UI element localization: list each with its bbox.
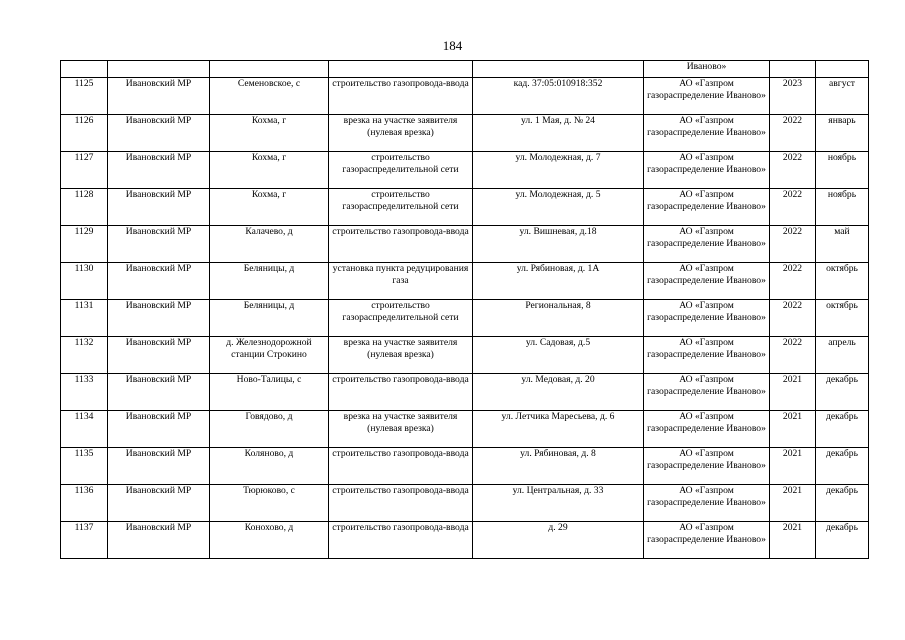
cell-district: Ивановский МР <box>108 226 210 263</box>
cell-num: 1136 <box>61 485 108 522</box>
table-body <box>61 61 869 559</box>
cell-district: Ивановский МР <box>108 448 210 485</box>
cell-month <box>816 61 869 78</box>
cell-work: строительство газопровода-ввода <box>329 78 473 115</box>
cell-locality: Семеновское, с <box>210 78 329 115</box>
cell-month: август <box>816 78 869 115</box>
cell-locality: Говядово, д <box>210 411 329 448</box>
cell-org: Иваново» <box>644 61 770 78</box>
cell-month: декабрь <box>816 411 869 448</box>
cell-year: 2021 <box>770 448 816 485</box>
cell-year: 2022 <box>770 189 816 226</box>
cell-district: Ивановский МР <box>108 78 210 115</box>
cell-month: апрель <box>816 337 869 374</box>
cell-org: АО «Газпром газораспределение Иваново» <box>644 152 770 189</box>
cell-locality: Беляницы, д <box>210 300 329 337</box>
cell-work: строительство газопровода-ввода <box>329 485 473 522</box>
cell-num: 1132 <box>61 337 108 374</box>
cell-org: АО «Газпром газораспределение Иваново» <box>644 374 770 411</box>
cell-district: Ивановский МР <box>108 263 210 300</box>
cell-locality: Тюрюково, с <box>210 485 329 522</box>
page-number: 184 <box>442 38 463 53</box>
cell-org: АО «Газпром газораспределение Иваново» <box>644 411 770 448</box>
cell-address: ул. Молодежная, д. 7 <box>473 152 644 189</box>
cell-work: врезка на участке заявителя (нулевая врезка) <box>329 411 473 448</box>
cell-address: ул. Садовая, д.5 <box>473 337 644 374</box>
cell-address: ул. Рябиновая, д. 1А <box>473 263 644 300</box>
table-row <box>61 115 869 152</box>
cell-address: кад. 37:05:010918:352 <box>473 78 644 115</box>
cell-year: 2022 <box>770 152 816 189</box>
table-row <box>61 78 869 115</box>
gasification-table <box>60 60 869 559</box>
cell-year: 2021 <box>770 411 816 448</box>
cell-address: ул. Центральная, д. 33 <box>473 485 644 522</box>
cell-month: декабрь <box>816 485 869 522</box>
cell-work: строительство газопровода-ввода <box>329 374 473 411</box>
cell-month: декабрь <box>816 448 869 485</box>
table-row <box>61 263 869 300</box>
cell-district: Ивановский МР <box>108 337 210 374</box>
cell-org: АО «Газпром газораспределение Иваново» <box>644 78 770 115</box>
cell-year: 2022 <box>770 300 816 337</box>
cell-num: 1137 <box>61 522 108 559</box>
cell-month: ноябрь <box>816 152 869 189</box>
cell-work: строительство газораспределительной сети <box>329 300 473 337</box>
cell-district: Ивановский МР <box>108 152 210 189</box>
cell-locality: Ново-Талицы, с <box>210 374 329 411</box>
cell-work <box>329 61 473 78</box>
table-row <box>61 152 869 189</box>
cell-address: ул. Вишневая, д.18 <box>473 226 644 263</box>
cell-locality: Коляново, д <box>210 448 329 485</box>
cell-num: 1135 <box>61 448 108 485</box>
cell-org: АО «Газпром газораспределение Иваново» <box>644 522 770 559</box>
cell-year <box>770 61 816 78</box>
cell-year: 2021 <box>770 485 816 522</box>
table-row <box>61 374 869 411</box>
table-row <box>61 411 869 448</box>
cell-locality: Беляницы, д <box>210 263 329 300</box>
carry-over-row <box>61 61 869 78</box>
cell-month: октябрь <box>816 263 869 300</box>
cell-year: 2021 <box>770 522 816 559</box>
cell-org: АО «Газпром газораспределение Иваново» <box>644 226 770 263</box>
cell-locality <box>210 61 329 78</box>
cell-num: 1128 <box>61 189 108 226</box>
cell-num: 1134 <box>61 411 108 448</box>
cell-district: Ивановский МР <box>108 115 210 152</box>
cell-org: АО «Газпром газораспределение Иваново» <box>644 115 770 152</box>
cell-address: ул. 1 Мая, д. № 24 <box>473 115 644 152</box>
cell-month: январь <box>816 115 869 152</box>
cell-locality: Кохма, г <box>210 189 329 226</box>
cell-work: строительство газораспределительной сети <box>329 152 473 189</box>
cell-year: 2022 <box>770 115 816 152</box>
table-row <box>61 226 869 263</box>
cell-year: 2022 <box>770 263 816 300</box>
cell-district: Ивановский МР <box>108 411 210 448</box>
table-row <box>61 448 869 485</box>
cell-org: АО «Газпром газораспределение Иваново» <box>644 448 770 485</box>
cell-org: АО «Газпром газораспределение Иваново» <box>644 189 770 226</box>
cell-work: врезка на участке заявителя (нулевая врезка) <box>329 337 473 374</box>
cell-address: ул. Медовая, д. 20 <box>473 374 644 411</box>
cell-org: АО «Газпром газораспределение Иваново» <box>644 263 770 300</box>
cell-address: ул. Молодежная, д. 5 <box>473 189 644 226</box>
cell-org: АО «Газпром газораспределение Иваново» <box>644 337 770 374</box>
cell-org: АО «Газпром газораспределение Иваново» <box>644 300 770 337</box>
table-row <box>61 522 869 559</box>
cell-year: 2022 <box>770 337 816 374</box>
cell-month: октябрь <box>816 300 869 337</box>
cell-address: Региональная, 8 <box>473 300 644 337</box>
cell-locality: Кохма, г <box>210 152 329 189</box>
cell-org: АО «Газпром газораспределение Иваново» <box>644 485 770 522</box>
cell-num: 1129 <box>61 226 108 263</box>
cell-num: 1126 <box>61 115 108 152</box>
cell-month: ноябрь <box>816 189 869 226</box>
cell-locality: Конохово, д <box>210 522 329 559</box>
cell-year: 2021 <box>770 374 816 411</box>
cell-work: врезка на участке заявителя (нулевая врезка) <box>329 115 473 152</box>
cell-num: 1130 <box>61 263 108 300</box>
cell-year: 2023 <box>770 78 816 115</box>
cell-district: Ивановский МР <box>108 374 210 411</box>
cell-address <box>473 61 644 78</box>
cell-address: ул. Рябиновая, д. 8 <box>473 448 644 485</box>
table-row <box>61 300 869 337</box>
cell-locality: д. Железнодорожной станции Строкино <box>210 337 329 374</box>
cell-district: Ивановский МР <box>108 300 210 337</box>
cell-locality: Кохма, г <box>210 115 329 152</box>
cell-district <box>108 61 210 78</box>
cell-address: д. 29 <box>473 522 644 559</box>
cell-num: 1131 <box>61 300 108 337</box>
cell-num <box>61 61 108 78</box>
cell-year: 2022 <box>770 226 816 263</box>
cell-locality: Калачево, д <box>210 226 329 263</box>
cell-work: строительство газопровода-ввода <box>329 522 473 559</box>
cell-num: 1125 <box>61 78 108 115</box>
cell-num: 1133 <box>61 374 108 411</box>
cell-work: строительство газораспределительной сети <box>329 189 473 226</box>
cell-num: 1127 <box>61 152 108 189</box>
cell-district: Ивановский МР <box>108 522 210 559</box>
cell-month: декабрь <box>816 522 869 559</box>
cell-work: установка пункта редуцирования газа <box>329 263 473 300</box>
cell-work: строительство газопровода-ввода <box>329 448 473 485</box>
cell-district: Ивановский МР <box>108 485 210 522</box>
cell-district: Ивановский МР <box>108 189 210 226</box>
cell-month: май <box>816 226 869 263</box>
table-row <box>61 337 869 374</box>
cell-month: декабрь <box>816 374 869 411</box>
cell-work: строительство газопровода-ввода <box>329 226 473 263</box>
table-row <box>61 485 869 522</box>
table-row <box>61 189 869 226</box>
cell-address: ул. Летчика Маресьева, д. 6 <box>473 411 644 448</box>
